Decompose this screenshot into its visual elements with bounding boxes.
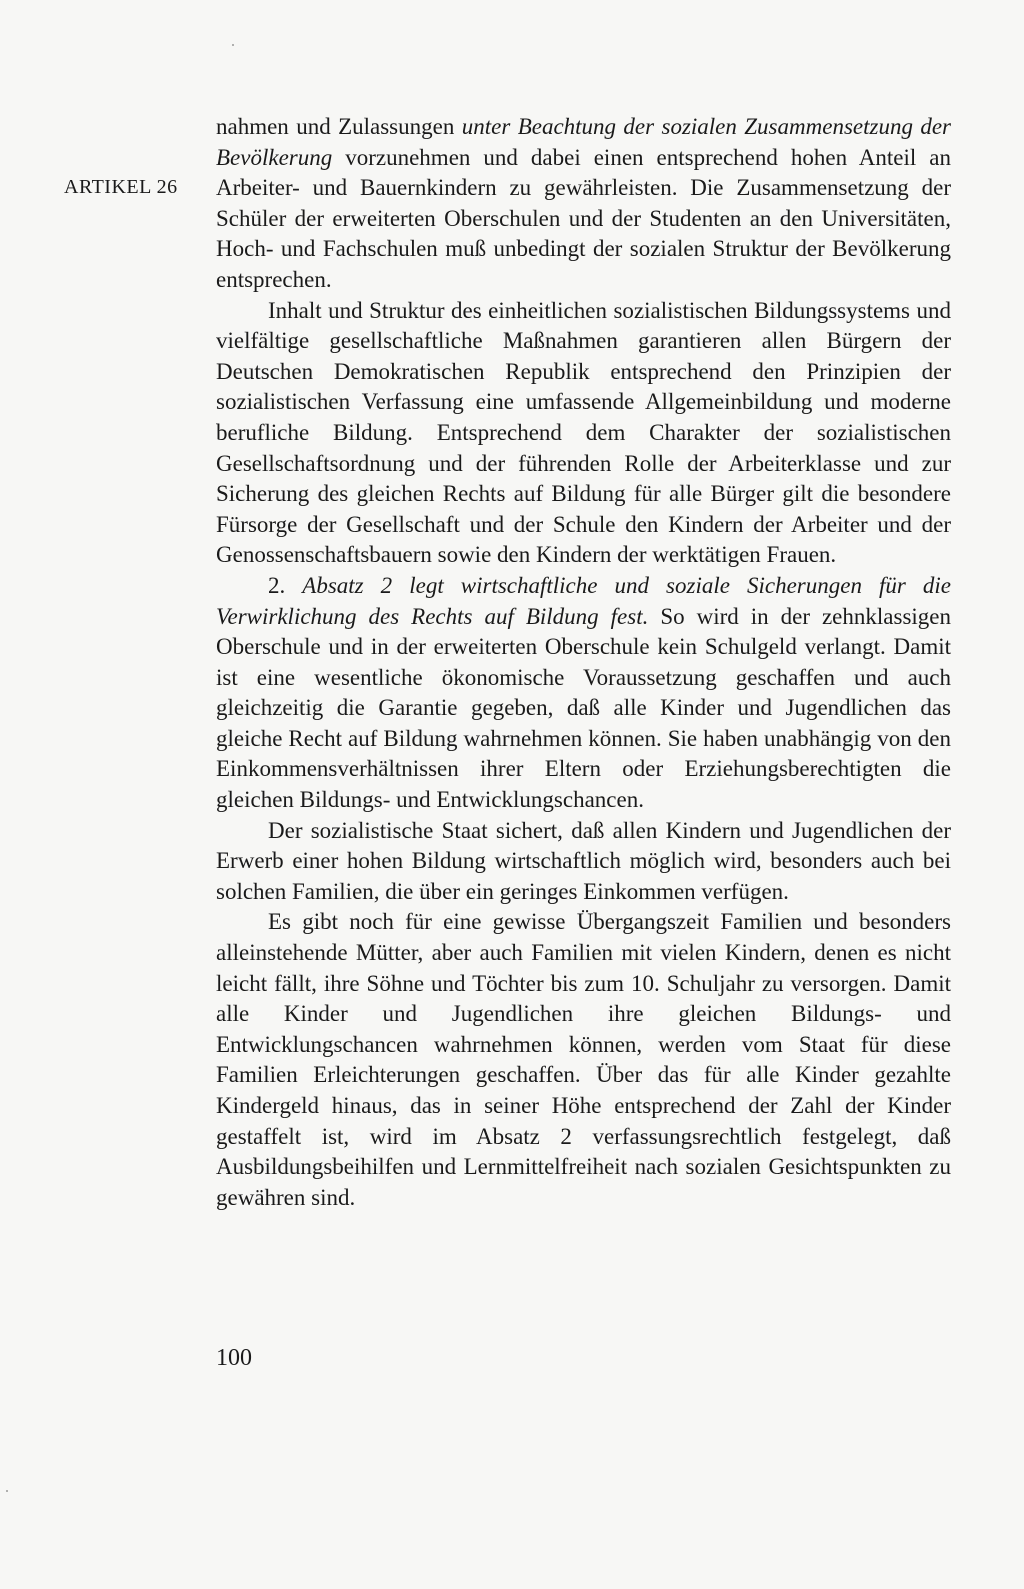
paragraph-1 xyxy=(216,112,951,296)
text-run: 2. xyxy=(268,572,303,598)
page-number: 100 xyxy=(216,1345,252,1371)
text-run: So wird in der zehnklassigen Oberschule und in der erweiterten Oberschule kein Schulgeld verlangt. Damit ist eine wesentliche ökonomische Voraussetzung geschaffen und auch gleichzeitig die Garantie gegeben, daß alle Kinder und Jugendlichen das gleiche Recht auf Bildung wahrnehmen können. Sie haben unabhängig von den Einkommensverhältnissen ihrer Eltern oder Erziehungsberechtigten die gleichen Bildungs- und Entwicklungschancen. xyxy=(216,603,951,813)
text-run: Es gibt noch für eine gewisse Übergangszeit Familien und besonders alleinstehende Mütter, aber auch Familien mit vielen Kindern, denen es nicht leicht fällt, ihre Söhne und Töchter bis zum 10. Schuljahr zu versorgen. Damit alle Kinder und Jugendlichen ihre gleichen Bildungs- und Entwicklungschancen wahrnehmen können, werden vom Staat für diese Familien Erleichterungen geschaffen. Über das für alle Kinder gezahlte Kindergeld hinaus, das in seiner Höhe entsprechend der Zahl der Kinder gestaffelt ist, wird im Absatz 2 verfassungsrechtlich festgelegt, daß Ausbildungsbeihilfen und Lernmittelfreiheit nach sozialen Gesichtspunkten zu gewähren sind. xyxy=(216,909,951,1210)
text-run: Der sozialistische Staat sichert, daß allen Kindern und Jugendlichen der Erwerb einer hohen Bildung wirtschaftlich möglich wird, besonders auch bei solchen Familien, die über ein geringes Einkommen verfügen. xyxy=(216,817,951,904)
italic-emphasis: Absatz 2 legt wirtschaftliche und soziale Sicherungen für die Verwirklichung des Rechts auf Bildung fest. xyxy=(216,572,951,629)
text-run: vorzunehmen und dabei einen entsprechend hohen Anteil an Arbeiter- und Bauernkindern zu gewährleisten. Die Zusammensetzung der Schüler der erweiterten Oberschulen und der Studenten an den Universitäten, Hoch- und Fachschulen muß unbedingt der sozialen Struktur der Bevölkerung entsprechen. xyxy=(216,144,951,292)
article-margin-label: ARTIKEL 26 xyxy=(64,176,178,198)
scan-speck xyxy=(6,1490,8,1492)
scan-speck xyxy=(232,44,234,46)
text-run: nahmen und Zulassungen xyxy=(216,114,462,139)
paragraph-2 xyxy=(216,296,951,571)
text-run: Inhalt und Struktur des einheitlichen sozialistischen Bildungssystems und vielfältige gesellschaftliche Maßnahmen garantieren allen Bürgern der Deutschen Demokratischen Republik entsprechend den Prinzipien der sozialistischen Verfassung eine umfassende Allgemeinbildung und moderne berufliche Bildung. Entsprechend dem Charakter der sozialistischen Gesellschaftsordnung und der führenden Rolle der Arbeiterklasse und zur Sicherung des gleichen Rechts auf Bildung für alle Bürger gilt die besondere Fürsorge der Gesellschaft und der Schule den Kindern der Arbeiter und der Genossenschaftsbauern sowie den Kindern der werktätigen Frauen. xyxy=(216,297,951,568)
paragraph-4 xyxy=(216,816,951,908)
paragraph-3 xyxy=(216,571,951,816)
italic-emphasis: unter Beachtung der sozialen Zusammensetzung der Bevölkerung xyxy=(216,114,951,170)
paragraph-5 xyxy=(216,907,951,1213)
body-text xyxy=(216,112,951,1213)
